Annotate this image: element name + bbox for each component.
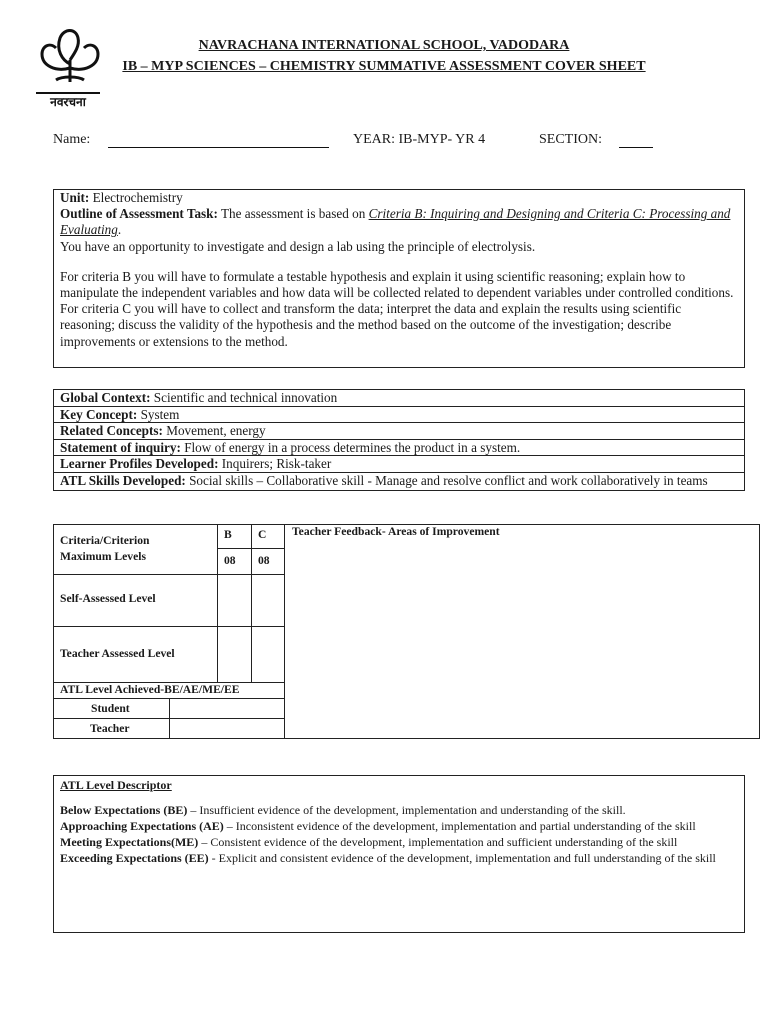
unit-line [60,190,738,206]
context-value: Social skills – Collaborative skill - Manage and resolve conflict and work collaboratively in teams [185,472,708,488]
descriptor-item [60,834,738,850]
col-b-label: B [224,528,232,541]
year-label: YEAR: IB-MYP- YR 4 [353,132,486,147]
logo-text: नवरचना [50,95,86,109]
section-label: SECTION: [539,132,602,147]
max-levels-label: Maximum Levels [60,550,146,563]
criterion-c-header [251,524,285,549]
descriptor-text: – Consistent evidence of the development, implementation and sufficient understanding of the skill [198,835,678,849]
document-title: IB – MYP SCIENCES – CHEMISTRY SUMMATIVE ASSESSMENT COVER SHEET [122,59,646,74]
tree-emblem-icon [34,20,106,110]
outline-end: . [117,222,122,238]
max-c-value: 08 [258,554,270,567]
context-label: ATL Skills Developed: [60,472,186,488]
descriptor-title: ATL Level Descriptor [60,778,172,792]
teacher-feedback-area[interactable] [284,524,760,739]
unit-value: Electrochemistry [89,190,183,205]
unit-label: Unit: [60,190,90,205]
school-name: NAVRACHANA INTERNATIONAL SCHOOL, VADODARA [198,38,570,53]
context-row [54,390,745,407]
context-label: Key Concept: [60,406,138,422]
max-b-value: 08 [224,554,236,567]
context-value: System [137,406,180,422]
descriptor-item [60,850,738,866]
outline-intro: The assessment is based on [217,206,369,222]
descriptor-label: Exceeding Expectations (EE) [60,851,209,865]
criteria-label: Criteria/Criterion [60,534,150,547]
descriptor-text: – Insufficient evidence of the development, implementation and understanding of the skill. [187,803,626,817]
teacher-assessed-label: Teacher Assessed Level [60,647,175,660]
teacher-atl-input[interactable] [169,718,285,739]
descriptor-text: - Explicit and consistent evidence of the development, implementation and full understanding of the skill [208,851,716,865]
descriptor-label: Below Expectations (BE) [60,803,188,817]
student-label: Student [91,702,130,715]
feedback-label: Teacher Feedback- Areas of Improvement [292,525,500,538]
context-label: Related Concepts: [60,423,163,439]
descriptor-item [60,818,738,834]
atl-achieved-label: ATL Level Achieved-BE/AE/ME/EE [60,683,240,696]
col-c-label: C [258,528,267,541]
context-value: Scientific and technical innovation [150,390,338,405]
teacher-b-input[interactable] [217,626,252,683]
outline-label: Outline of Assessment Task: [60,206,218,222]
descriptor-text: – Inconsistent evidence of the development, implementation and partial understanding of the skill [223,819,696,833]
task-outline-box [53,189,745,368]
context-row [54,472,745,490]
context-label: Global Context: [60,390,151,405]
self-assessed-label: Self-Assessed Level [60,592,156,605]
criteria-b-text: For criteria B you will have to formulate a testable hypothesis and explain it using scientific reasoning; explain how to manipulate the independent variables and how data will be collected related to dependent variables under controlled conditions. [60,268,734,301]
school-logo [34,20,106,110]
context-label: Learner Profiles Developed: [60,456,219,472]
descriptor-label: Meeting Expectations(ME) [60,835,199,849]
context-row [54,456,745,473]
context-value: Movement, energy [162,423,266,439]
criterion-b-header [217,524,252,549]
student-atl-input[interactable] [169,698,285,719]
section-field[interactable] [619,147,653,148]
descriptor-item [60,802,738,818]
name-label: Name: [53,132,91,147]
outline-criteria: Criteria B: Inquiring and Designing and Criteria C: Processing and Evaluating [60,206,731,238]
assessment-levels-grid [53,524,760,739]
criteria-c-text: For criteria C you will have to collect and transform the data; interpret the data and explain the results using scientific reasoning; discuss the validity of the hypothesis and the method based on the outcome of the investigation; describe improvements or extensions to the method. [60,301,682,349]
teacher-c-input[interactable] [251,626,285,683]
teacher-label: Teacher [90,722,130,735]
context-row [54,439,745,456]
name-field[interactable] [108,147,329,148]
descriptor-label: Approaching Expectations (AE) [60,819,224,833]
context-value: Inquirers; Risk-taker [218,456,332,472]
opportunity-text: You have an opportunity to investigate and design a lab using the principle of electrolysis. [60,238,536,254]
self-c-input[interactable] [251,574,285,627]
outline-line [60,206,738,238]
atl-descriptor-box [53,775,745,933]
self-b-input[interactable] [217,574,252,627]
context-label: Statement of inquiry: [60,439,181,455]
context-value: Flow of energy in a process determines the product in a system. [180,439,521,455]
context-table [53,389,745,491]
context-row [54,423,745,440]
context-row [54,406,745,423]
